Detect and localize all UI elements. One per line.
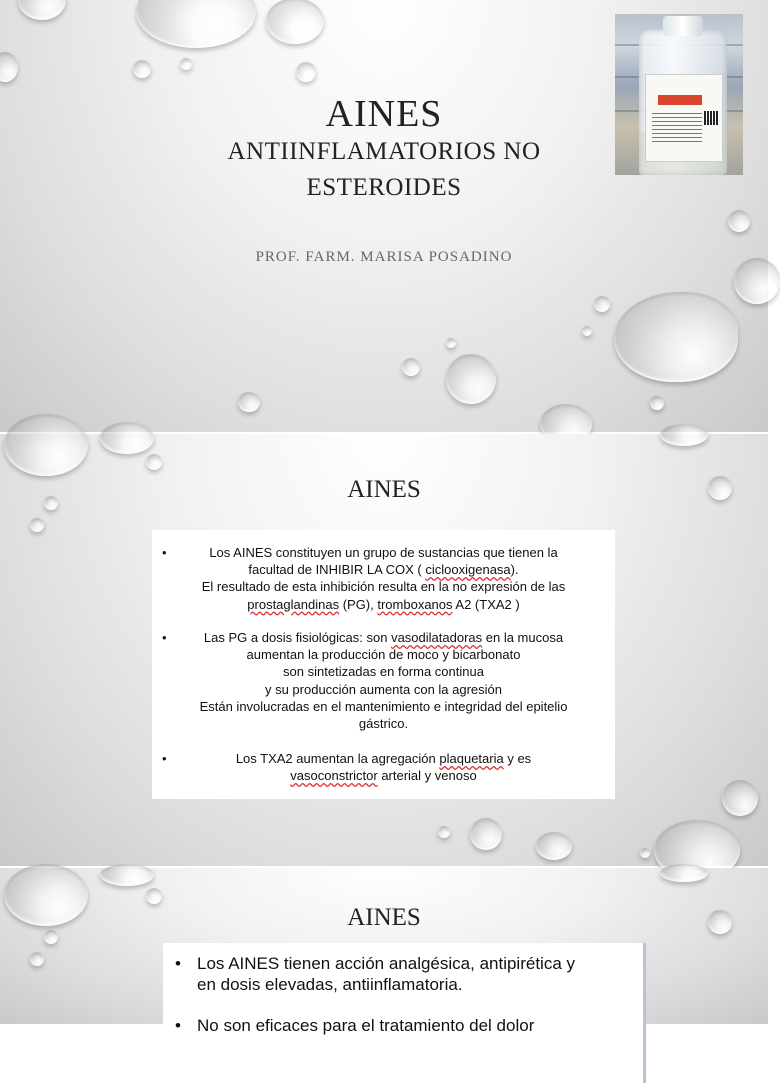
- slide-title: AINES: [325, 93, 443, 135]
- water-drop: [100, 864, 154, 886]
- water-drop: [470, 818, 502, 850]
- subtitle-line: ANTIINFLAMATORIOS NO: [227, 138, 541, 165]
- bullet-item: • Los AINES constituyen un grupo de sustancias que tienen la facultad de INHIBIR LA COX ( ciclooxigenasa). El resultado de esta inhibición resulta en la no expresión de las prostaglandinas (PG), tromboxanos A2 (TXA2 ): [162, 545, 566, 612]
- water-drop: [100, 422, 154, 454]
- author-name: PROF. FARM. MARISA POSADINO: [255, 249, 513, 265]
- bullet-item: Los AINES tienen acción analgésica, antipirética y en dosis elevadas, antiinflamatoria.: [197, 954, 576, 994]
- water-drop: [0, 52, 18, 82]
- content-textbox: [152, 530, 615, 799]
- content-textbox: [163, 943, 646, 1083]
- water-drop: [18, 0, 66, 20]
- water-drop: [594, 296, 610, 312]
- content-slide-cox: [0, 434, 768, 866]
- content-slide-effects: [0, 868, 768, 1035]
- water-drop: [133, 60, 151, 78]
- bullet-item: • Las PG a dosis fisiológicas: son vasodilatadoras en la mucosa aumentan la producción de moco y bicarbonato son sintetizadas en forma continua y su producción aumenta con la agresión Están involucradas en el mantenimiento e integridad del epitelio gástrico.: [162, 630, 568, 732]
- bullet-marker: •: [175, 954, 181, 973]
- water-drop: [30, 952, 44, 966]
- water-drop: [238, 392, 260, 412]
- water-drop: [438, 826, 450, 838]
- water-drop: [650, 396, 664, 410]
- bullet-item: No son eficaces para el tratamiento del dolor: [197, 1016, 535, 1035]
- water-drop: [296, 62, 316, 82]
- water-drop: [136, 0, 256, 48]
- water-drop: [640, 848, 650, 858]
- water-drop: [722, 780, 758, 816]
- water-drop: [402, 358, 420, 376]
- water-drop: [446, 354, 496, 404]
- water-drop: [4, 414, 88, 476]
- water-drop: [660, 864, 708, 882]
- subtitle-line: ESTEROIDES: [306, 174, 462, 201]
- water-drop: [266, 0, 324, 44]
- slide-subtitle: [0, 134, 768, 206]
- water-drop: [446, 338, 456, 348]
- water-drop: [536, 832, 572, 860]
- bullet-marker: •: [175, 1016, 181, 1035]
- water-drop: [146, 454, 162, 470]
- water-drop: [44, 930, 58, 944]
- bullet-marker: •: [162, 630, 167, 645]
- water-drop: [30, 518, 44, 532]
- water-drop: [146, 888, 162, 904]
- bullet-marker: •: [162, 545, 167, 560]
- title-slide: [0, 0, 768, 432]
- bullet-marker: •: [162, 751, 167, 766]
- water-drop: [614, 292, 738, 382]
- slide-heading: AINES: [347, 904, 421, 931]
- bullet-item: • Los TXA2 aumentan la agregación plaquetaria y es vasoconstrictor arterial y venoso: [162, 751, 532, 784]
- water-drop: [582, 326, 592, 336]
- water-drop: [180, 58, 192, 70]
- slide-heading: AINES: [347, 476, 421, 503]
- water-drop: [728, 210, 750, 232]
- water-drop: [660, 424, 708, 446]
